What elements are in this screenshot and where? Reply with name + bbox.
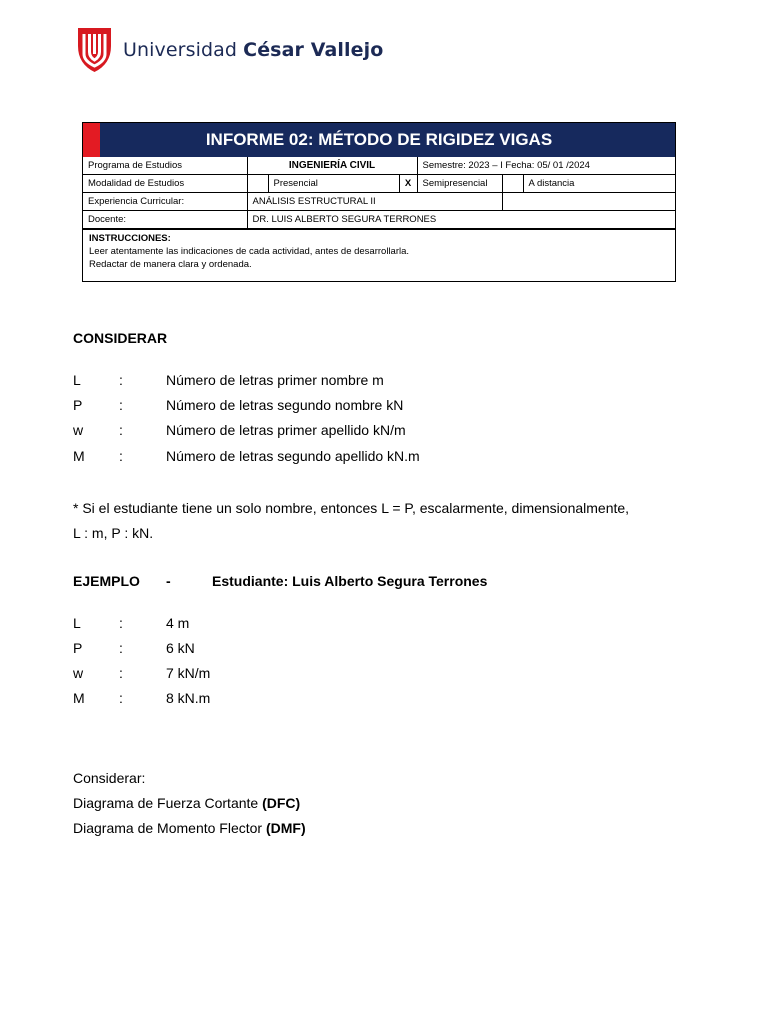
consider-sep: : (119, 372, 123, 388)
report-header (82, 122, 676, 282)
example-key: M (73, 690, 85, 706)
university-name-regular: Universidad (123, 39, 238, 61)
consider-desc: Número de letras primer apellido kN/m (166, 422, 406, 438)
consider-sep: : (119, 422, 123, 438)
teacher-label: Docente: (83, 211, 247, 229)
instructions-block (83, 229, 675, 281)
example-student: Estudiante: Luis Alberto Segura Terrones (212, 573, 488, 589)
example-sep: : (119, 640, 123, 656)
dfc-abbr: (DFC) (262, 795, 301, 811)
instructions-line-1: Leer atentamente las indicaciones de cada actividad, antes de desarrollarla. (89, 246, 410, 257)
report-title: INFORME 02: MÉTODO DE RIGIDEZ VIGAS (205, 130, 553, 149)
example-sep: : (119, 665, 123, 681)
dmf-text: Diagrama de Momento Flector (73, 820, 266, 836)
modality-row (83, 175, 675, 193)
consider-desc: Número de letras segundo apellido kN.m (166, 448, 420, 464)
program-value: INGENIERÍA CIVIL (247, 157, 417, 175)
example-key: w (73, 665, 84, 681)
program-label: Programa de Estudios (83, 157, 247, 175)
instructions-title: INSTRUCCIONES: (89, 233, 171, 244)
curricular-empty (502, 193, 675, 211)
example-value: 8 kN.m (166, 690, 211, 706)
university-name-bold: César Vallejo (243, 39, 384, 61)
dmf-abbr: (DMF) (265, 820, 306, 836)
consider-sep: : (119, 448, 123, 464)
diagrams-section (73, 766, 306, 841)
consider-key: L (73, 372, 81, 388)
consider-desc: Número de letras primer nombre m (166, 372, 384, 388)
modality-label: Modalidad de Estudios (83, 175, 247, 193)
consider-key: w (73, 422, 84, 438)
red-accent-strip (83, 123, 100, 157)
example-value: 4 m (166, 615, 190, 631)
example-key: L (73, 615, 81, 631)
modality-distancia: A distancia (523, 175, 675, 193)
example-label: EJEMPLO (73, 573, 140, 589)
consider-desc: Número de letras segundo nombre kN (166, 397, 404, 413)
single-name-note (73, 496, 693, 546)
modality-presencial: Presencial (268, 175, 399, 193)
dmf-line (73, 816, 306, 841)
example-sep: : (119, 615, 123, 631)
dfc-line (73, 791, 306, 816)
example-value: 6 kN (166, 640, 195, 656)
consider-title: CONSIDERAR (73, 330, 168, 346)
example-dash: - (166, 573, 171, 589)
example-sep: : (119, 690, 123, 706)
curricular-label: Experiencia Curricular: (83, 193, 247, 211)
title-bar (83, 123, 675, 157)
example-key: P (73, 640, 83, 656)
semipresencial-checkbox: X (399, 175, 417, 193)
presencial-checkbox (247, 175, 268, 193)
teacher-value: DR. LUIS ALBERTO SEGURA TERRONES (247, 211, 675, 229)
consider-key: P (73, 397, 83, 413)
university-logo (78, 28, 383, 72)
teacher-row (83, 211, 675, 229)
example-value: 7 kN/m (166, 665, 211, 681)
note-line-2: L : m, P : kN. (73, 525, 154, 541)
modality-semipresencial: Semipresencial (417, 175, 502, 193)
note-line-1: * Si el estudiante tiene un solo nombre, entonces L = P, escalarmente, dimensionalmente, (73, 500, 630, 516)
distancia-checkbox (502, 175, 523, 193)
semester-date: Semestre: 2023 – I Fecha: 05/ 01 /2024 (417, 157, 675, 175)
consider-key: M (73, 448, 85, 464)
curricular-row (83, 193, 675, 211)
curricular-value: ANÁLISIS ESTRUCTURAL II (247, 193, 502, 211)
consider-sep: : (119, 397, 123, 413)
dfc-text: Diagrama de Fuerza Cortante (73, 795, 263, 811)
instructions-line-2: Redactar de manera clara y ordenada. (89, 259, 252, 270)
diagrams-intro: Considerar: (73, 770, 146, 786)
info-table (83, 157, 675, 229)
program-row (83, 157, 675, 175)
university-name (123, 39, 383, 61)
ucv-shield-icon (78, 28, 111, 72)
